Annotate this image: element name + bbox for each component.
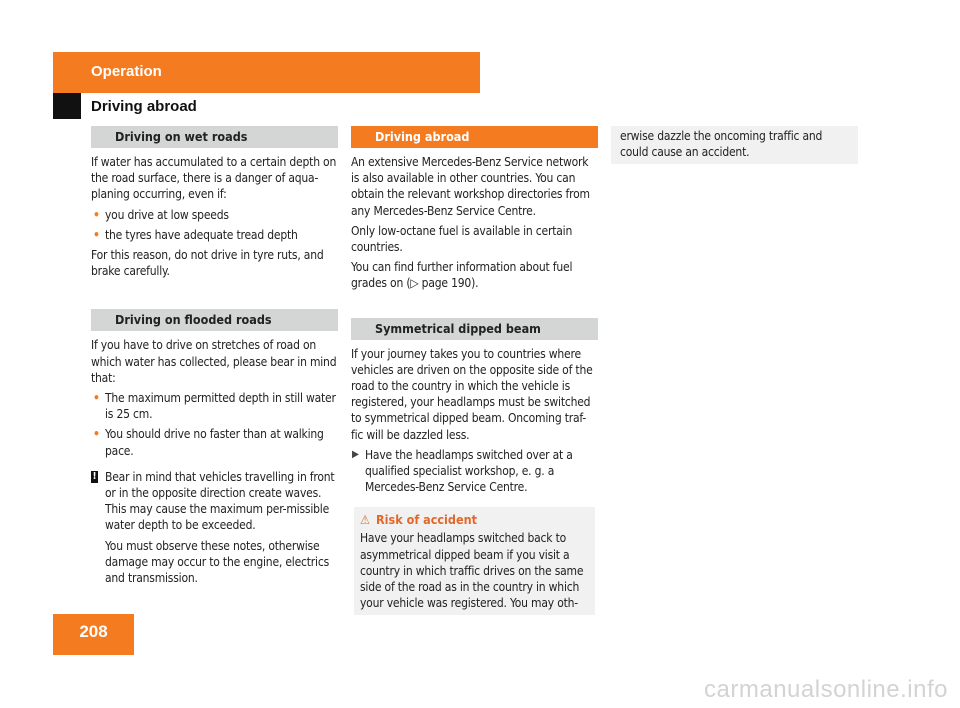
warning-box-continued (611, 126, 858, 164)
note-block (91, 469, 338, 534)
warning-text: Have your headlamps switched back to asymmetrical dipped beam if you visit a country in which traffic drives on the same side of the road as in the country in which your vehicle was registered. You may oth- (360, 531, 584, 611)
column-left (91, 126, 338, 590)
arrow-right-icon: ▶ (352, 448, 359, 460)
warning-text-continued: erwise dazzle the oncoming traffic and could cause an accident. (620, 129, 823, 160)
bullet-icon: • (93, 207, 100, 222)
note-text: Bear in mind that vehicles travelling in front or in the opposite direction create waves. This may cause the maximum per-missible water depth to be exceeded. (105, 469, 335, 533)
heading-wet-roads: Driving on wet roads (91, 126, 338, 148)
wet-outro: For this reason, do not drive in tyre ruts, and brake carefully. (91, 248, 324, 279)
watermark-text: carmanualsonline.info (704, 676, 948, 703)
section-header-bar (53, 52, 480, 93)
bullet-text: The maximum permitted depth in still water is 25 cm. (105, 391, 336, 422)
step-text: Have the headlamps switched over at a qualified specialist workshop, e. g. a Mercedes-Benz Service Centre. (365, 447, 573, 495)
bullet-text: you drive at low speeds (105, 207, 229, 222)
abroad-p3: You can find further information about fuel grades on (▷ page 190). (351, 260, 573, 291)
abroad-p1: An extensive Mercedes-Benz Service network is also available in other countries. You can obtain the relevant workshop directories from any Mercedes-Benz Service Centre. (351, 155, 590, 218)
exclamation-icon: ! (92, 470, 97, 482)
column-middle (351, 126, 598, 615)
list-item (91, 390, 338, 422)
bullet-text: You should drive no faster than at walking pace. (105, 427, 324, 458)
bullet-icon: • (93, 427, 100, 442)
warning-box (354, 507, 595, 615)
section-title: Operation (91, 63, 162, 80)
beam-p1: If your journey takes you to countries where vehicles are driven on the opposite side of the road to the country in which the vehicle is registered, your headlamps must be switched to symmetrical dipped beam. Oncoming traf-fic will be dazzled less. (351, 346, 593, 442)
wet-intro: If water has accumulated to a certain depth on the road surface, there is a danger of aqua-planing occurring, even if: (91, 155, 337, 202)
warning-triangle-icon: ⚠ (360, 512, 371, 528)
bullet-icon: • (93, 227, 100, 242)
heading-symmetrical-beam: Symmetrical dipped beam (351, 318, 598, 340)
abroad-p2: Only low-octane fuel is available in certain countries. (351, 223, 573, 255)
column-right (611, 126, 858, 164)
instruction-step (351, 447, 598, 496)
warning-title-text: Risk of accident (376, 512, 477, 528)
heading-driving-abroad: Driving abroad (351, 126, 598, 148)
flood-intro: If you have to drive on stretches of road on which water has collected, please bear in mind that: (91, 338, 337, 385)
subsection-title: Driving abroad (91, 98, 197, 115)
note-text-continued: You must observe these notes, otherwise damage may occur to the engine, electrics and transmission. (105, 538, 330, 586)
bullet-text: the tyres have adequate tread depth (105, 227, 298, 242)
list-item (91, 227, 338, 243)
page-number: 208 (53, 614, 134, 655)
header-marker (53, 93, 81, 119)
warning-title (360, 511, 589, 529)
bullet-icon: • (93, 391, 100, 406)
heading-flooded-roads: Driving on flooded roads (91, 309, 338, 331)
list-item (91, 207, 338, 223)
list-item (91, 426, 338, 458)
